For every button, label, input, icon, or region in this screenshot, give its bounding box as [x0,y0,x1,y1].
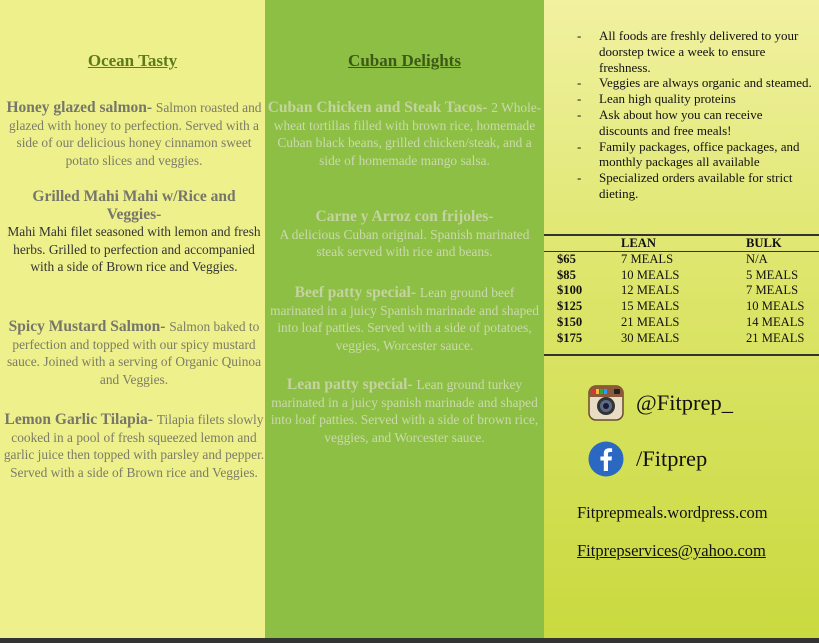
ocean-tasty-panel [0,0,265,638]
feature-item: - Family packages, office packages, and monthly packages all available [572,139,812,171]
menu-item-spicy-mustard-salmon [3,318,265,388]
pricing-row [544,331,819,356]
facebook-icon [588,441,624,477]
pricing-row [544,315,819,331]
price-cell: $85 [557,267,576,282]
menu-item-desc: Mahi Mahi filet seasoned with lemon and fresh herbs. Grilled to perfection and accompanied with a side of Brown rice and Veggies. [7,224,261,275]
menu-item-carne-y-arroz [267,208,542,261]
features-list [572,28,812,202]
feature-item: - All foods are freshly delivered to your doorstep twice a week to ensure freshness. [572,28,812,75]
lean-cell: 15 MEALS [621,299,680,314]
instagram-handle: @Fitprep_ [636,390,733,415]
pricing-header-row [544,235,819,252]
menu-item-name: Grilled Mahi Mahi w/Rice and Veggies- [32,188,236,223]
menu-item-desc: Salmon roasted and glazed with honey to perfection. Served with a side of our delicious honey cinnamon sweet potato slices and veggies. [9,100,262,168]
pricing-header-bulk: BULK [746,235,819,252]
menu-item-desc: Salmon baked to perfection and topped with our spicy mustard sauce. Joined with a serving of Organic Quinoa and Veggies. [6,319,262,387]
bulk-cell: 14 MEALS [746,314,805,329]
menu-item-name: Honey glazed salmon- [6,99,156,116]
feature-item: - Lean high quality proteins [572,91,812,107]
pricing-table [544,234,819,356]
bulk-cell: 7 MEALS [746,283,799,298]
menu-item-lemon-garlic-tilapia [3,411,265,481]
lean-cell: 7 MEALS [621,252,674,266]
bulk-cell: 5 MEALS [746,267,799,282]
menu-item-desc: A delicious Cuban original. Spanish marinated steak served with rice and beans. [279,226,530,260]
instagram-link[interactable] [588,385,733,421]
menu-item-grilled-mahi-mahi [3,188,265,276]
menu-item-name: Lemon Garlic Tilapia- [4,411,157,428]
menu-item-lean-patty [267,376,542,446]
menu-item-name: Beef patty special- [294,284,420,301]
menu-item-cuban-tacos [267,99,542,169]
feature-item: - Veggies are always organic and steamed. [572,75,812,91]
menu-item-desc: Lean ground beef marinated in a juicy Spanish marinade and shaped into loaf patties. Served with a side of potatoes, veggies, Worcester sauce. [270,285,539,353]
lean-cell: 12 MEALS [621,283,680,298]
price-cell: $175 [544,331,621,356]
price-cell: $150 [557,314,583,329]
facebook-handle: /Fitprep [636,446,708,471]
menu-item-beef-patty [267,284,542,354]
menu-item-name: Lean patty special- [286,376,417,393]
feature-item: - Ask about how you can receive discounts and free meals! [572,107,812,139]
pricing-row [544,252,819,268]
bulk-cell: 10 MEALS [746,299,805,314]
pricing-row [544,299,819,315]
cuban-delights-title: Cuban Delights [348,51,461,70]
feature-item: - Specialized orders available for strict dieting. [572,170,812,202]
pricing-header-lean: LEAN [621,235,746,252]
menu-item-honey-glazed-salmon [3,99,265,169]
bulk-cell: 21 MEALS [746,331,819,356]
menu-item-name: Carne y Arroz con frijoles- [315,208,494,225]
price-cell: $65 [557,252,576,266]
menu-item-desc: Lean ground turkey marinated in a juicy spanish marinade and shaped into loaf patties. Served with a side of brown rice, veggies, and Worcester sauce. [270,377,539,445]
pricing-row [544,268,819,284]
price-cell: $125 [557,299,583,314]
lean-cell: 10 MEALS [621,267,680,282]
pricing-header [544,235,621,252]
website-link[interactable]: Fitprepmeals.wordpress.com [577,503,768,522]
menu-item-name: Cuban Chicken and Steak Tacos- [267,99,492,116]
menu-item-desc: 2 Whole-wheat tortillas filled with brown rice, homemade Cuban black beans, grilled chicken/steak, and a side of homemade mango salsa. [273,100,542,168]
instagram-icon [588,385,624,421]
info-panel [544,0,819,638]
bottom-border [0,638,819,643]
email-link[interactable]: Fitprepservices@yahoo.com [577,541,766,560]
lean-cell: 21 MEALS [621,314,680,329]
lean-cell: 30 MEALS [621,331,746,356]
bulk-cell: N/A [746,252,768,266]
cuban-delights-panel [265,0,544,638]
price-cell: $100 [557,283,583,298]
menu-item-desc: Tilapia filets slowly cooked in a pool of fresh squeezed lemon and garlic juice then topped with parsley and pepper. Served with a side of Brown rice and Veggies. [3,412,265,480]
ocean-tasty-title: Ocean Tasty [87,51,178,70]
menu-item-name: Spicy Mustard Salmon- [8,318,170,335]
pricing-row [544,283,819,299]
facebook-link[interactable] [588,441,707,477]
